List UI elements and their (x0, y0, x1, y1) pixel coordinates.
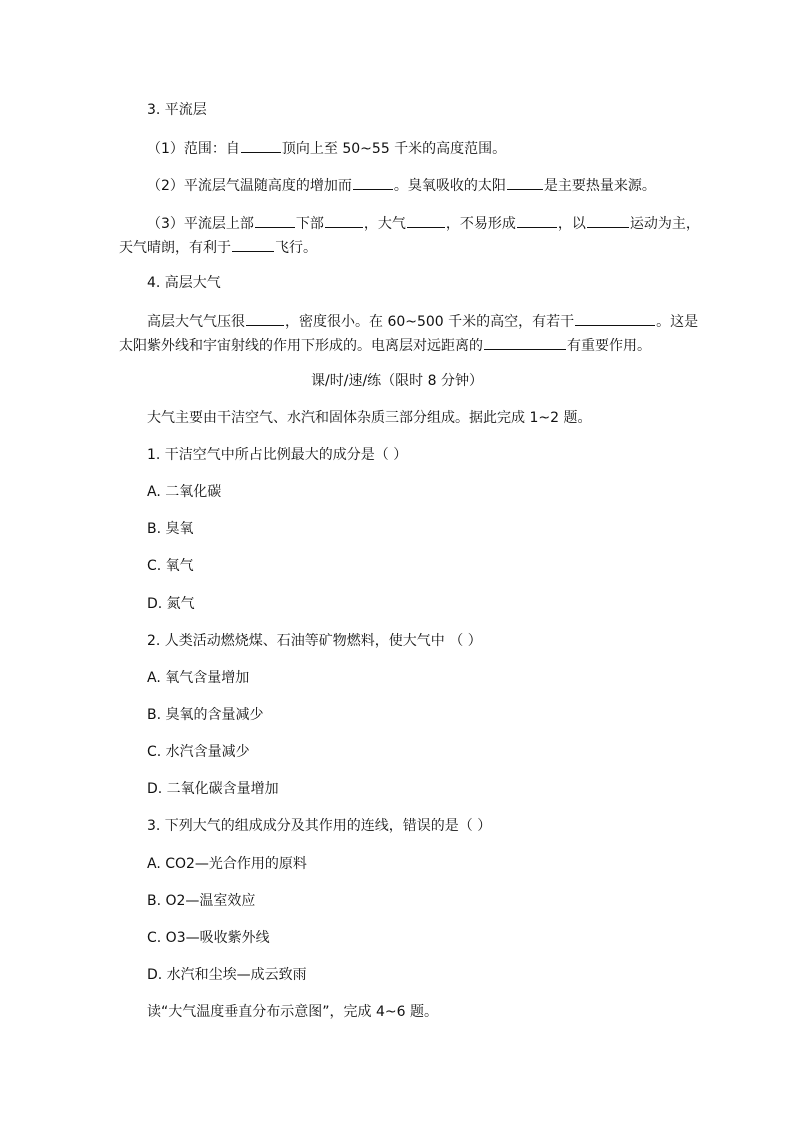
text-run: 下部 (295, 216, 324, 232)
question-2-option-d[interactable]: D. 二氧化碳含量增加 (147, 781, 279, 797)
text-run: ，以 (557, 216, 586, 232)
fill-blank[interactable] (232, 236, 274, 252)
question-1-option-d[interactable]: D. 氮气 (147, 596, 195, 612)
fill-blank[interactable] (484, 334, 566, 350)
section-heading-upper-atmosphere: 4. 高层大气 (147, 275, 221, 291)
question-2-option-b[interactable]: B. 臭氧的含量减少 (147, 707, 264, 723)
fill-blank[interactable] (407, 212, 445, 228)
question-2-option-a[interactable]: A. 氧气含量增加 (147, 670, 250, 686)
text-run: 。这是 (656, 314, 699, 330)
stratosphere-item-3-cont (119, 236, 317, 258)
stratosphere-item-1 (147, 137, 506, 159)
question-2-option-c[interactable]: C. 水汽含量减少 (147, 744, 250, 760)
text-run: 运动为主， (629, 216, 700, 232)
stratosphere-item-3 (147, 212, 700, 234)
text-run: ，大气 (363, 216, 406, 232)
practice-title: 课/时/速/练（限时 8 分钟） (311, 373, 483, 389)
fill-blank[interactable] (517, 212, 557, 228)
fill-blank[interactable] (246, 310, 284, 326)
upper-atmosphere-paragraph-cont (119, 334, 651, 356)
question-3-option-d[interactable]: D. 水汽和尘埃—成云致雨 (147, 967, 307, 983)
text-run: （1）范围：自 (147, 141, 240, 157)
text-run: 是主要热量来源。 (543, 178, 656, 194)
fill-blank[interactable] (353, 174, 393, 190)
question-1-option-a[interactable]: A. 二氧化碳 (147, 484, 222, 500)
question-3-option-b[interactable]: B. O2—温室效应 (147, 893, 256, 909)
text-run: 太阳紫外线和宇宙射线的作用下形成的。电离层对远距离的 (119, 338, 483, 354)
section-heading-stratosphere: 3. 平流层 (147, 102, 207, 118)
upper-atmosphere-paragraph (147, 310, 698, 332)
practice-outro: 读“大气温度垂直分布示意图”，完成 4~6 题。 (147, 1004, 438, 1020)
question-3-option-c[interactable]: C. O3—吸收紫外线 (147, 930, 270, 946)
fill-blank[interactable] (255, 212, 295, 228)
practice-intro: 大气主要由干洁空气、水汽和固体杂质三部分组成。据此完成 1~2 题。 (147, 410, 592, 426)
text-run: 天气晴朗，有利于 (119, 240, 231, 256)
question-3-stem: 3. 下列大气的组成成分及其作用的连线，错误的是（ ） (147, 818, 492, 834)
fill-blank[interactable] (575, 310, 655, 326)
fill-blank[interactable] (587, 212, 629, 228)
text-run: 飞行。 (275, 240, 317, 256)
text-run: 有重要作用。 (567, 338, 651, 354)
text-run: （2）平流层气温随高度的增加而 (147, 178, 352, 194)
fill-blank[interactable] (325, 212, 363, 228)
question-3-option-a[interactable]: A. CO2—光合作用的原料 (147, 856, 307, 872)
text-run: 高层大气气压很 (147, 314, 245, 330)
fill-blank[interactable] (507, 174, 543, 190)
question-1-option-b[interactable]: B. 臭氧 (147, 521, 194, 537)
stratosphere-item-2 (147, 174, 656, 196)
question-1-stem: 1. 干洁空气中所占比例最大的成分是（ ） (147, 447, 408, 463)
text-run: ，不易形成 (445, 216, 516, 232)
fill-blank[interactable] (241, 137, 281, 153)
text-run: ，密度很小。在 60~500 千米的高空，有若干 (285, 314, 575, 330)
question-1-option-c[interactable]: C. 氧气 (147, 558, 194, 574)
text-run: 顶向上至 50~55 千米的高度范围。 (281, 141, 507, 157)
text-run: （3）平流层上部 (147, 216, 254, 232)
text-run: 。臭氧吸收的太阳 (393, 178, 506, 194)
question-2-stem: 2. 人类活动燃烧煤、石油等矿物燃料，使大气中 （ ） (147, 633, 482, 649)
